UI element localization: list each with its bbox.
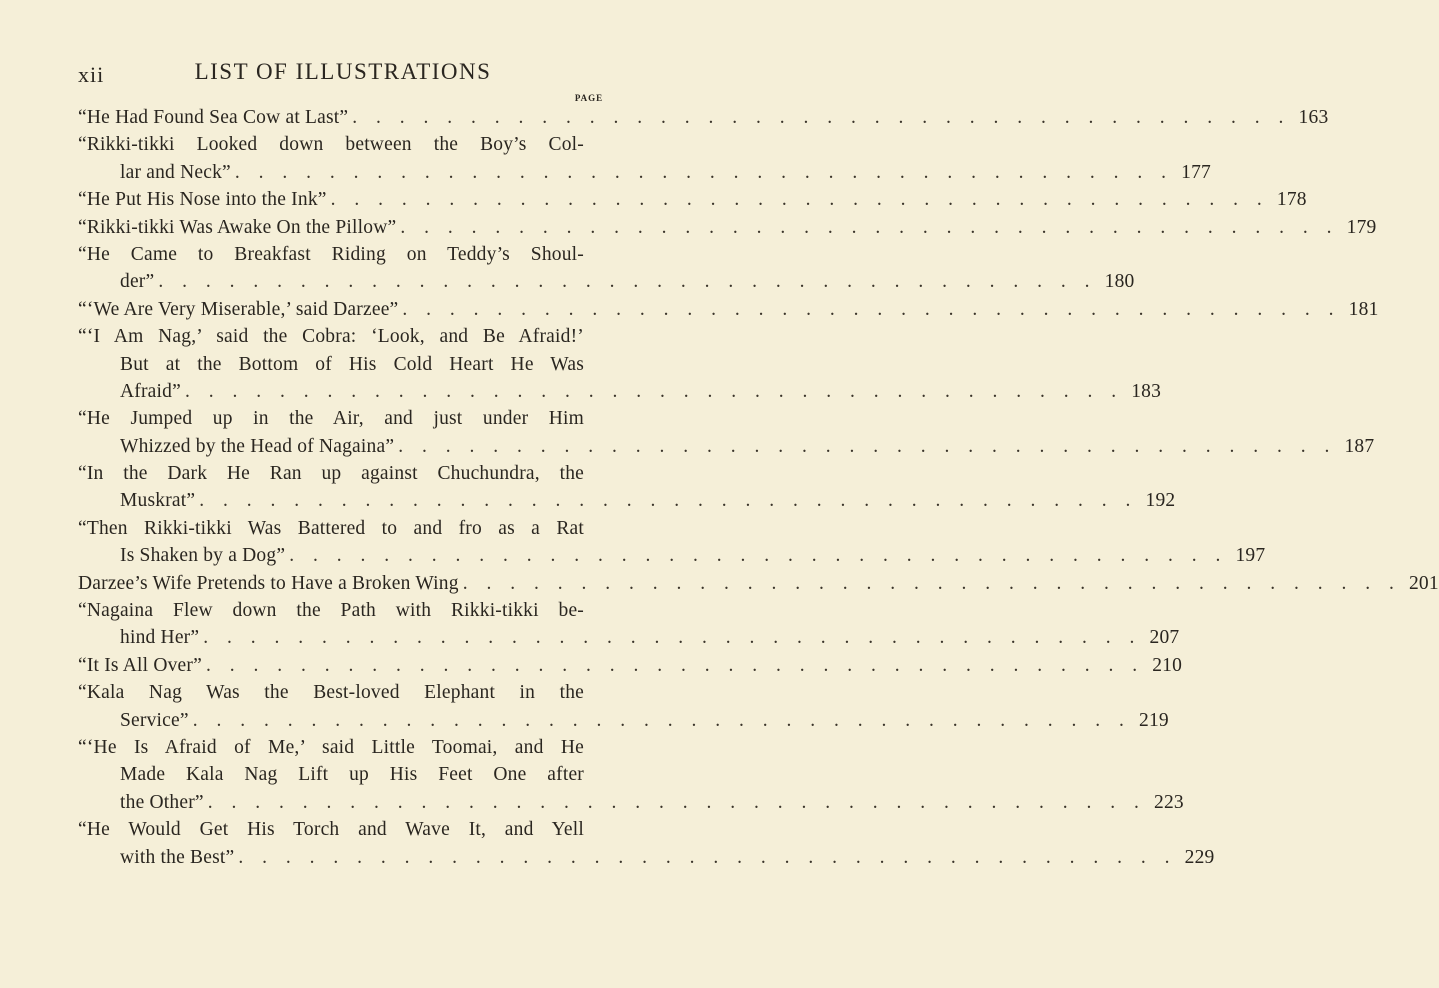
- page-folio: xii: [78, 62, 105, 87]
- dot-leader: . . . . . . . . . . . . . . . . . . . . . . . . . . . . . . . . . . . . . . . .: [330, 189, 1269, 211]
- entry-line: [78, 597, 606, 624]
- entry-caption: “Rikki-tikki Was Awake On the Pillow”: [78, 216, 397, 238]
- entry-line: [78, 487, 1176, 514]
- entry-line: [78, 679, 606, 706]
- entry-line: [78, 131, 606, 158]
- entry-caption: the Other”: [120, 791, 204, 813]
- page-column-label: PAGE: [574, 93, 604, 103]
- entry-caption: “Nagaina Flew down the Path with Rikki-tikki be-: [78, 600, 584, 622]
- page-number: 179: [1346, 216, 1377, 238]
- page-number: 229: [1184, 846, 1215, 868]
- page-number: 177: [1181, 161, 1211, 183]
- dot-leader: . . . . . . . . . . . . . . . . . . . . . . . . . . . . . . . . . . . . . . . .: [184, 380, 1124, 402]
- entry-caption: Darzee’s Wife Pretends to Have a Broken Wing: [78, 572, 459, 594]
- entry-line: [78, 351, 606, 378]
- dot-leader: . . . . . . . . . . . . . . . . . . . . . . . . . . . . . . . . . . . . . . . .: [238, 846, 1177, 868]
- page-number: 197: [1235, 545, 1266, 567]
- entry-caption: Is Shaken by a Dog”: [120, 545, 286, 567]
- list-item: [78, 652, 1183, 679]
- entry-line: [78, 296, 1379, 323]
- entry-line: [78, 433, 1375, 460]
- entry-line: [78, 789, 1184, 816]
- entry-caption: hind Her”: [120, 627, 200, 649]
- entry-caption: Whizzed by the Head of Nagaina”: [120, 435, 395, 457]
- dot-leader: . . . . . . . . . . . . . . . . . . . . . . . . . . . . . . . . . . . . . . . .: [462, 572, 1401, 594]
- list-item: [78, 296, 1379, 323]
- dot-leader: . . . . . . . . . . . . . . . . . . . . . . . . . . . . . . . . . . . . . . . .: [203, 627, 1142, 649]
- entry-caption: “‘I Am Nag,’ said the Cobra: ‘Look, and Be Afraid!’: [78, 326, 584, 348]
- entry-caption: “He Would Get His Torch and Wave It, and Yell: [78, 819, 584, 841]
- entry-line: [78, 268, 1135, 295]
- list-item: [78, 186, 1307, 213]
- dot-leader: . . . . . . . . . . . . . . . . . . . . . . . . . . . . . . . . . . . . . . . .: [199, 490, 1138, 512]
- entry-caption: “He Had Found Sea Cow at Last”: [78, 107, 349, 128]
- page-number: 183: [1131, 380, 1162, 402]
- dot-leader: . . . . . . . . . . . . . . . . . . . . . . . . . . . . . . . . . . . . . . . .: [289, 545, 1228, 567]
- entry-caption: lar and Neck”: [120, 161, 231, 183]
- dot-leader: . . . . . . . . . . . . . . . . . . . . . . . . . . . . . . . . . . . . . . . .: [352, 107, 1291, 128]
- entry-line: [78, 460, 606, 487]
- dot-leader: . . . . . . . . . . . . . . . . . . . . . . . . . . . . . . . . . . . . . . . .: [398, 435, 1337, 457]
- dot-leader: . . . . . . . . . . . . . . . . . . . . . . . . . . . . . . . . . . . . . . . .: [234, 161, 1173, 183]
- entry-line: [78, 707, 1169, 734]
- entry-caption: der”: [120, 271, 155, 293]
- entry-line: [78, 159, 1211, 186]
- entry-line: [78, 816, 606, 843]
- entry-line: [78, 241, 606, 268]
- entry-caption: “Kala Nag Was the Best-loved Elephant in the: [78, 682, 584, 704]
- entry-caption: “Rikki-tikki Looked down between the Boy’s Col-: [78, 134, 584, 156]
- list-item: [78, 570, 1439, 597]
- entry-caption: “He Jumped up in the Air, and just under Him: [78, 408, 584, 430]
- entry-line: [78, 515, 606, 542]
- entry-line: [78, 405, 606, 432]
- list-item: [78, 131, 1211, 186]
- entry-line: [78, 104, 1329, 131]
- entry-line: [78, 761, 606, 788]
- dot-leader: . . . . . . . . . . . . . . . . . . . . . . . . . . . . . . . . . . . . . . . .: [400, 216, 1339, 238]
- page-number: 181: [1348, 298, 1379, 320]
- entry-caption: Muskrat”: [120, 490, 196, 512]
- entry-caption: “Then Rikki-tikki Was Battered to and fro as a Rat: [78, 517, 584, 539]
- list-item: [78, 816, 1215, 871]
- entry-line: [78, 186, 1307, 213]
- page-number: 201: [1408, 572, 1439, 594]
- dot-leader: . . . . . . . . . . . . . . . . . . . . . . . . . . . . . . . . . . . . . . . .: [192, 709, 1131, 731]
- page-number: 207: [1149, 627, 1180, 649]
- entry-line: [78, 214, 1377, 241]
- dot-leader: . . . . . . . . . . . . . . . . . . . . . . . . . . . . . . . . . . . . . . . .: [207, 791, 1146, 813]
- entry-caption: Afraid”: [120, 380, 181, 402]
- list-item: [78, 405, 1375, 460]
- page-number: 187: [1344, 435, 1375, 457]
- list-item: [78, 104, 1329, 131]
- entry-caption: Made Kala Nag Lift up His Feet One after: [120, 764, 584, 786]
- entry-line: [78, 323, 606, 350]
- page-title: LIST OF ILLUSTRATIONS: [194, 59, 492, 84]
- entry-line: [78, 734, 606, 761]
- dot-leader: . . . . . . . . . . . . . . . . . . . . . . . . . . . . . . . . . . . . . . . .: [402, 298, 1341, 320]
- entry-line: [78, 652, 1183, 679]
- dot-leader: . . . . . . . . . . . . . . . . . . . . . . . . . . . . . . . . . . . . . . . .: [205, 654, 1145, 676]
- entry-caption: “He Came to Breakfast Riding on Teddy’s Shoul-: [78, 243, 584, 265]
- entry-caption: “In the Dark He Ran up against Chuchundra, the: [78, 463, 584, 485]
- list-item: [78, 460, 1176, 515]
- page-number: 210: [1152, 654, 1183, 676]
- list-item: [78, 323, 1162, 405]
- dot-leader: . . . . . . . . . . . . . . . . . . . . . . . . . . . . . . . . . . . . . . . .: [158, 271, 1097, 293]
- page-number: 178: [1276, 189, 1307, 211]
- entry-line: [78, 542, 1266, 569]
- entry-line: [78, 624, 1180, 651]
- page-number: 180: [1104, 271, 1135, 293]
- list-item: [78, 241, 1135, 296]
- list-item: [78, 214, 1377, 241]
- entry-caption: But at the Bottom of His Cold Heart He Was: [120, 353, 584, 375]
- entry-caption: with the Best”: [120, 846, 235, 868]
- entry-line: [78, 844, 1215, 871]
- entry-line: [78, 570, 1439, 597]
- page-number: 192: [1145, 490, 1176, 512]
- entry-caption: Service”: [120, 709, 189, 731]
- page-number: 163: [1298, 107, 1329, 128]
- entry-line: [78, 378, 1162, 405]
- list-item: [78, 515, 1266, 570]
- entry-caption: “It Is All Over”: [78, 654, 202, 676]
- list-item: [78, 597, 1180, 652]
- entry-caption: “He Put His Nose into the Ink”: [78, 189, 327, 211]
- list-item: [78, 679, 1169, 734]
- illustration-list: [78, 104, 1439, 871]
- entry-caption: “‘We Are Very Miserable,’ said Darzee”: [78, 298, 399, 320]
- entry-caption: “‘He Is Afraid of Me,’ said Little Toomai, and He: [78, 736, 584, 758]
- list-item: [78, 734, 1184, 816]
- page-number: 223: [1154, 791, 1184, 813]
- page-number: 219: [1139, 709, 1169, 731]
